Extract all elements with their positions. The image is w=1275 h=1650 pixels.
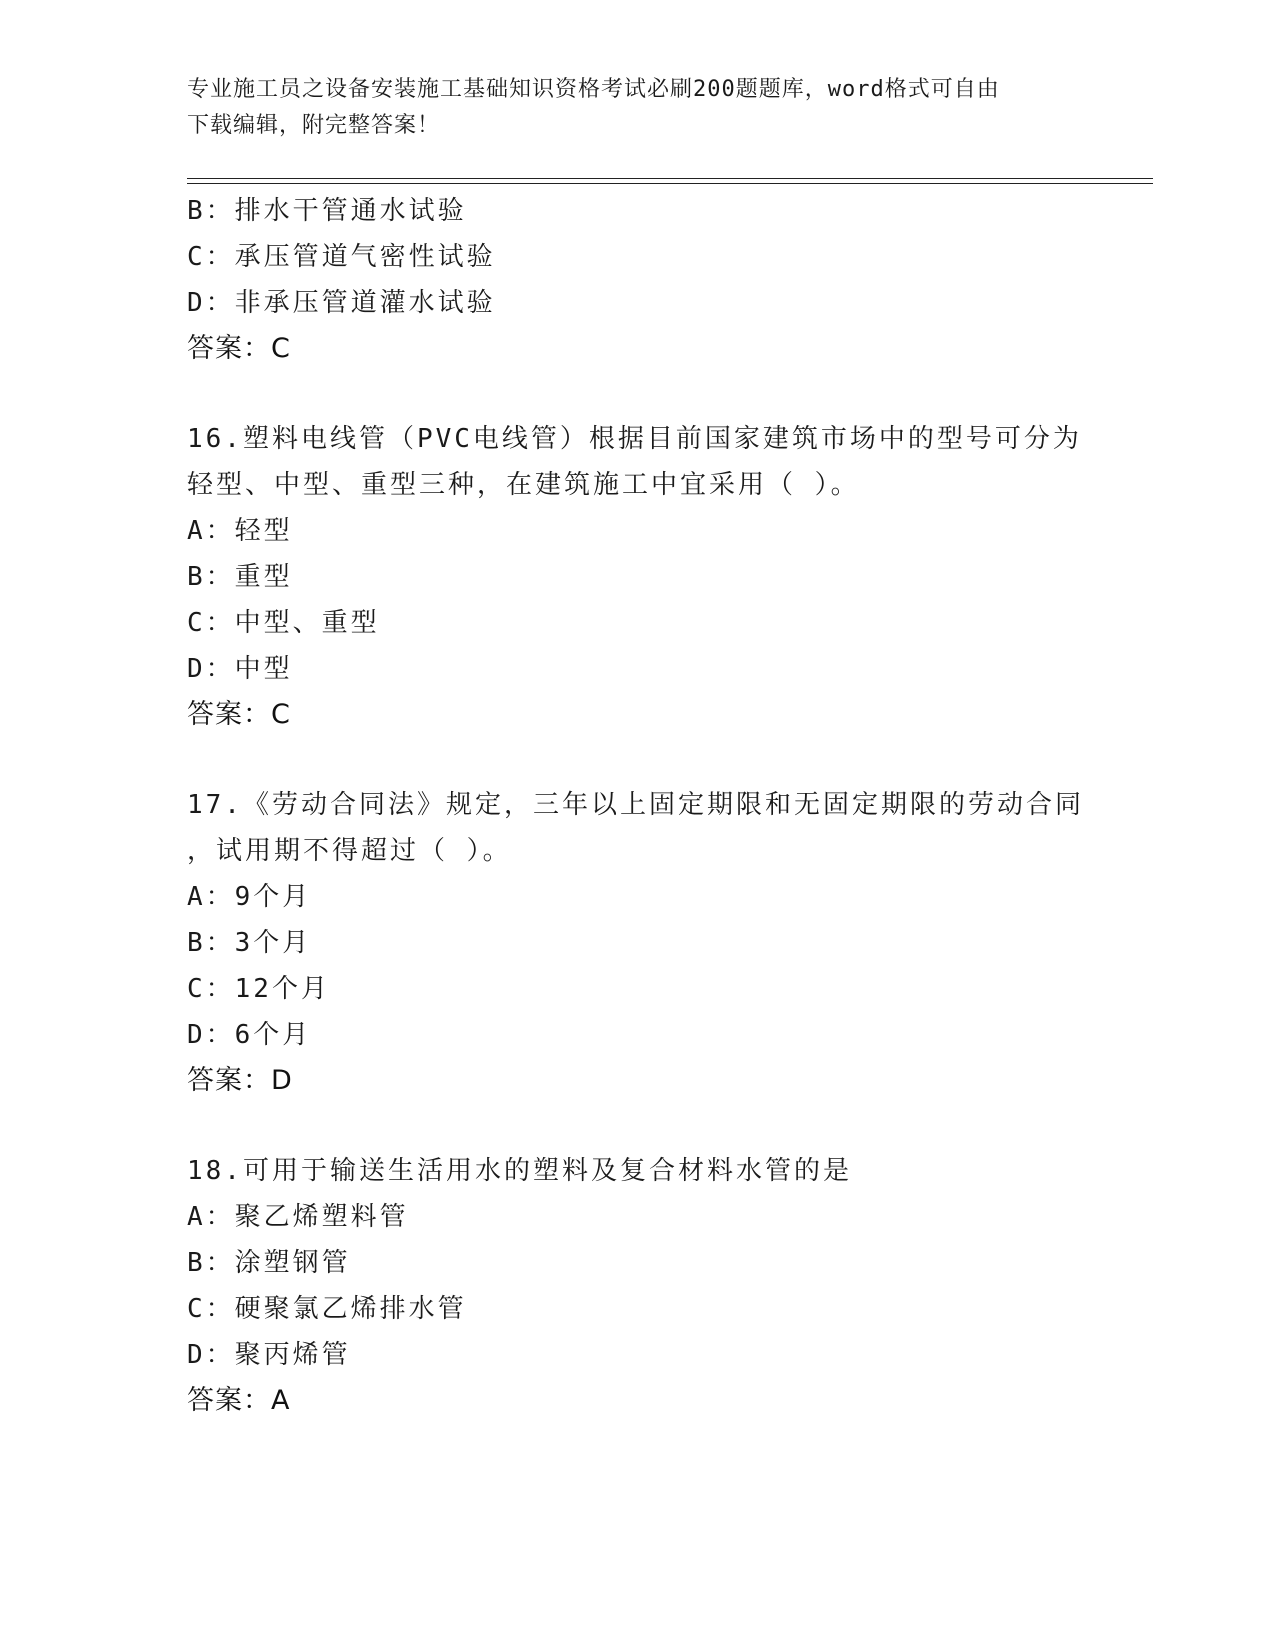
spacer — [187, 1104, 1087, 1148]
answer: 答案：C — [187, 699, 291, 730]
question-stem-line: 16.塑料电线管（PVC电线管）根据目前国家建筑市场中的型号可分为 — [187, 424, 1082, 454]
option-a: A：聚乙烯塑料管 — [187, 1202, 409, 1232]
header-line-2: 下载编辑，附完整答案！ — [187, 113, 441, 138]
answer: 答案：C — [187, 333, 291, 364]
option-b: B：排水干管通水试验 — [187, 196, 467, 226]
option-d: D：非承压管道灌水试验 — [187, 288, 496, 318]
document-header — [187, 72, 1067, 144]
answer: 答案：A — [187, 1385, 291, 1416]
option-c: C：中型、重型 — [187, 608, 380, 638]
option-d: D：中型 — [187, 654, 293, 684]
question-stem-line: 17.《劳动合同法》规定，三年以上固定期限和无固定期限的劳动合同 — [187, 790, 1084, 820]
option-d: D：聚丙烯管 — [187, 1340, 351, 1370]
option-c: C：承压管道气密性试验 — [187, 242, 496, 272]
option-a: A：轻型 — [187, 516, 293, 546]
question-17 — [187, 782, 1087, 1104]
option-b: B：3个月 — [187, 928, 312, 958]
question-list — [187, 188, 1087, 1424]
question-15 — [187, 188, 1087, 372]
question-18 — [187, 1148, 1087, 1424]
question-stem-line: ，试用期不得超过（ ）。 — [187, 836, 512, 866]
answer: 答案：D — [187, 1065, 293, 1096]
question-stem-line: 18.可用于输送生活用水的塑料及复合材料水管的是 — [187, 1156, 852, 1186]
spacer — [187, 738, 1087, 782]
option-c: C：硬聚氯乙烯排水管 — [187, 1294, 467, 1324]
header-line-1: 专业施工员之设备安装施工基础知识资格考试必刷200题题库，word格式可自由 — [187, 77, 1000, 102]
header-divider-bottom — [187, 183, 1153, 184]
option-c: C：12个月 — [187, 974, 330, 1004]
option-d: D：6个月 — [187, 1020, 312, 1050]
option-b: B：重型 — [187, 562, 293, 592]
question-stem-line: 轻型、中型、重型三种，在建筑施工中宜采用（ ）。 — [187, 470, 860, 500]
header-divider-top — [187, 178, 1153, 179]
spacer — [187, 372, 1087, 416]
question-16 — [187, 416, 1087, 738]
option-a: A：9个月 — [187, 882, 312, 912]
option-b: B：涂塑钢管 — [187, 1248, 351, 1278]
